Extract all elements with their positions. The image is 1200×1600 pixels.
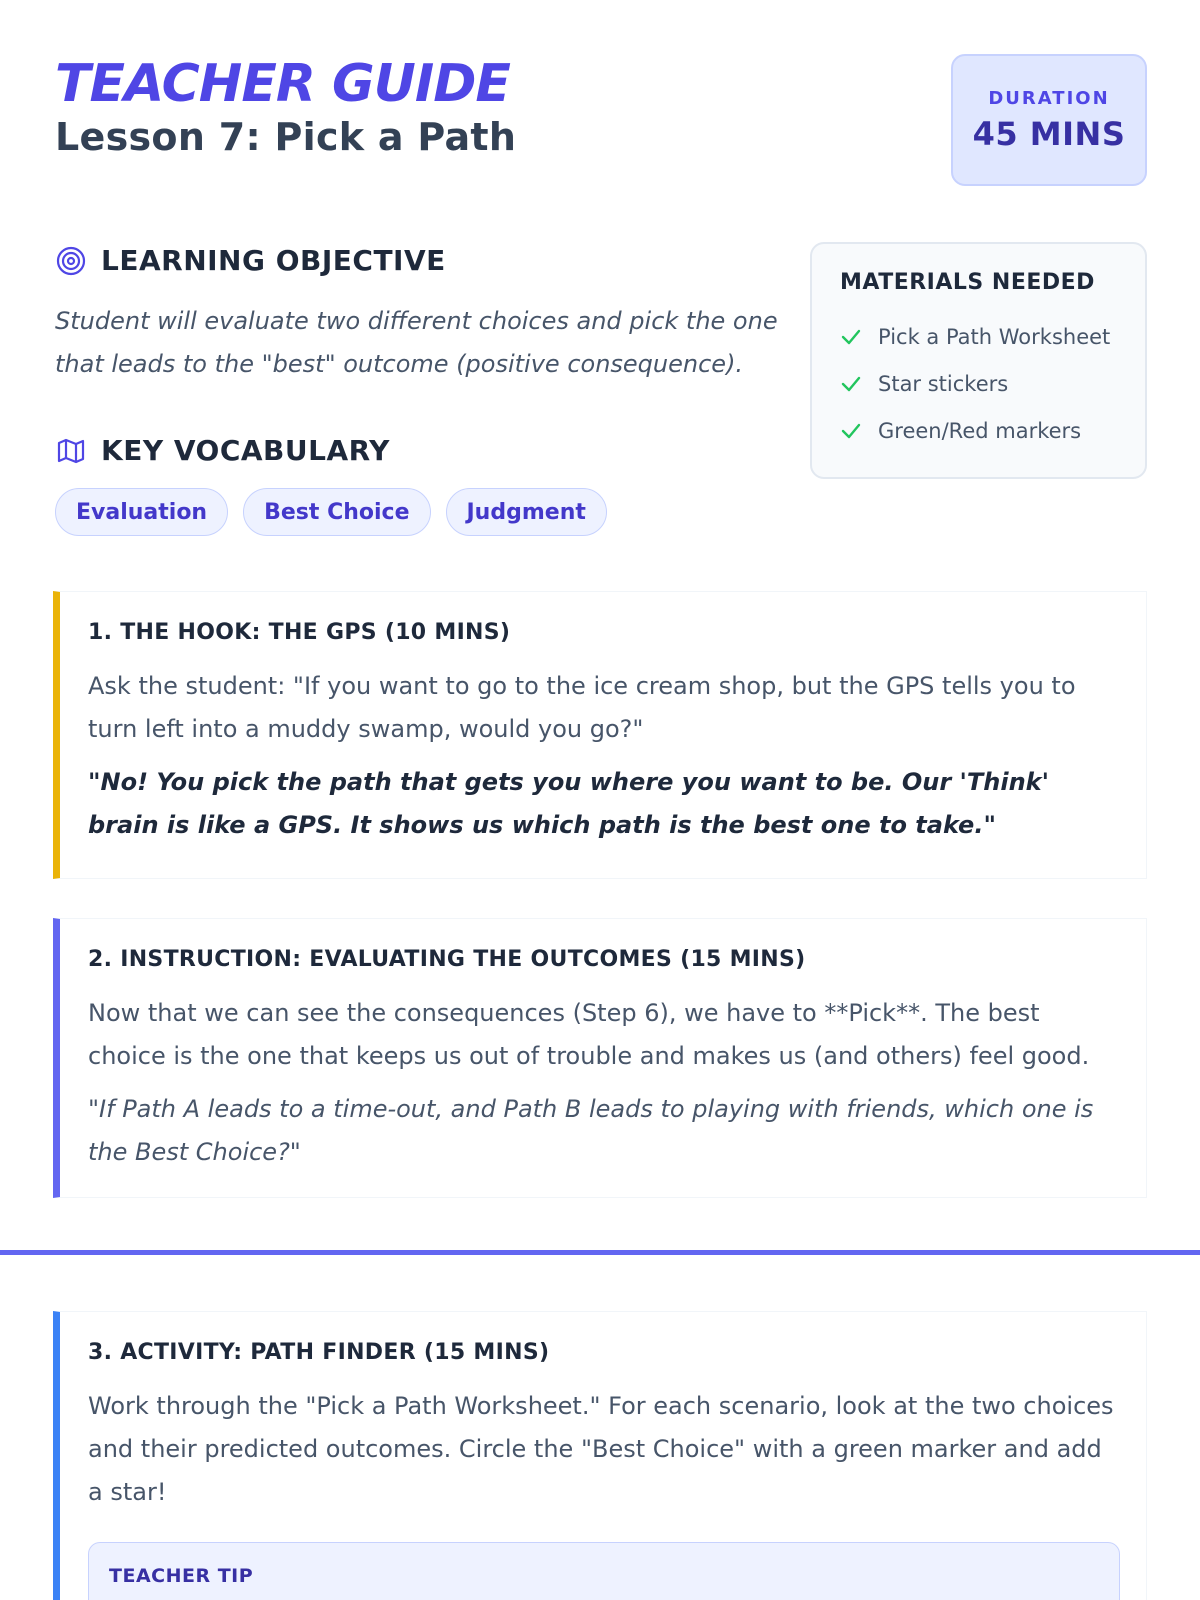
section-quote: "No! You pick the path that gets you where you want to be. Our 'Think' brain is like a GPS. It shows us which path is the best one to take." xyxy=(88,768,1049,839)
vocabulary-heading xyxy=(55,434,390,467)
section-title: 1. THE HOOK: THE GPS (10 MINS) xyxy=(88,620,511,645)
objective-heading-text: LEARNING OBJECTIVE xyxy=(101,244,446,277)
vocabulary-heading-text: KEY VOCABULARY xyxy=(101,434,390,467)
teacher-tip-label: TEACHER TIP xyxy=(109,1565,254,1587)
section-quote: "If Path A leads to a time-out, and Path B leads to playing with friends, which one is the Best Choice?" xyxy=(88,1095,1094,1166)
section-title: 2. INSTRUCTION: EVALUATING THE OUTCOMES (15 MINS) xyxy=(88,947,806,972)
material-label: Pick a Path Worksheet xyxy=(878,324,1111,349)
section-body: Now that we can see the consequences (Step 6), we have to **Pick**. The best choice is the one that keeps us out of trouble and makes us (and others) feel good. xyxy=(88,999,1090,1070)
section-body: Ask the student: "If you want to go to the ice cream shop, but the GPS tells you to turn left into a muddy swamp, would you go?" xyxy=(88,672,1076,743)
section-body: Work through the "Pick a Path Worksheet." For each scenario, look at the two choices and their predicted outcomes. Circle the "Best Choice" with a green marker and add a star! xyxy=(88,1392,1114,1506)
materials-heading: MATERIALS NEEDED xyxy=(840,270,1095,295)
material-item xyxy=(840,360,1117,407)
target-icon xyxy=(55,245,87,277)
material-label: Star stickers xyxy=(878,371,1009,396)
duration-label: DURATION xyxy=(988,88,1110,109)
teacher-tip-box xyxy=(88,1542,1120,1600)
materials-box xyxy=(810,242,1147,479)
section-title: 3. ACTIVITY: PATH FINDER (15 MINS) xyxy=(88,1340,550,1365)
page-header xyxy=(55,56,516,159)
check-icon xyxy=(840,373,862,395)
objective-text: Student will evaluate two different choices and pick the one that leads to the "best" outcome (positive consequence). xyxy=(55,307,778,378)
vocab-chip-evaluation: Evaluation xyxy=(55,488,228,536)
lesson-title: Lesson 7: Pick a Path xyxy=(55,115,517,160)
check-icon xyxy=(840,326,862,348)
vocab-chip-best-choice: Best Choice xyxy=(243,488,430,536)
duration-badge xyxy=(951,54,1147,186)
map-icon xyxy=(55,435,87,467)
vocab-chip-judgment: Judgment xyxy=(446,488,607,536)
material-item xyxy=(840,313,1117,360)
vocabulary-chips xyxy=(55,488,607,536)
section-card-hook xyxy=(53,591,1147,879)
material-item xyxy=(840,407,1117,454)
check-icon xyxy=(840,420,862,442)
guide-title: TEACHER GUIDE xyxy=(55,54,510,114)
objective-heading xyxy=(55,244,446,277)
section-card-instruction xyxy=(53,918,1147,1198)
page-divider xyxy=(0,1250,1200,1255)
section-card-activity xyxy=(53,1311,1147,1600)
duration-value: 45 MINS xyxy=(972,115,1126,153)
material-label: Green/Red markers xyxy=(878,418,1082,443)
